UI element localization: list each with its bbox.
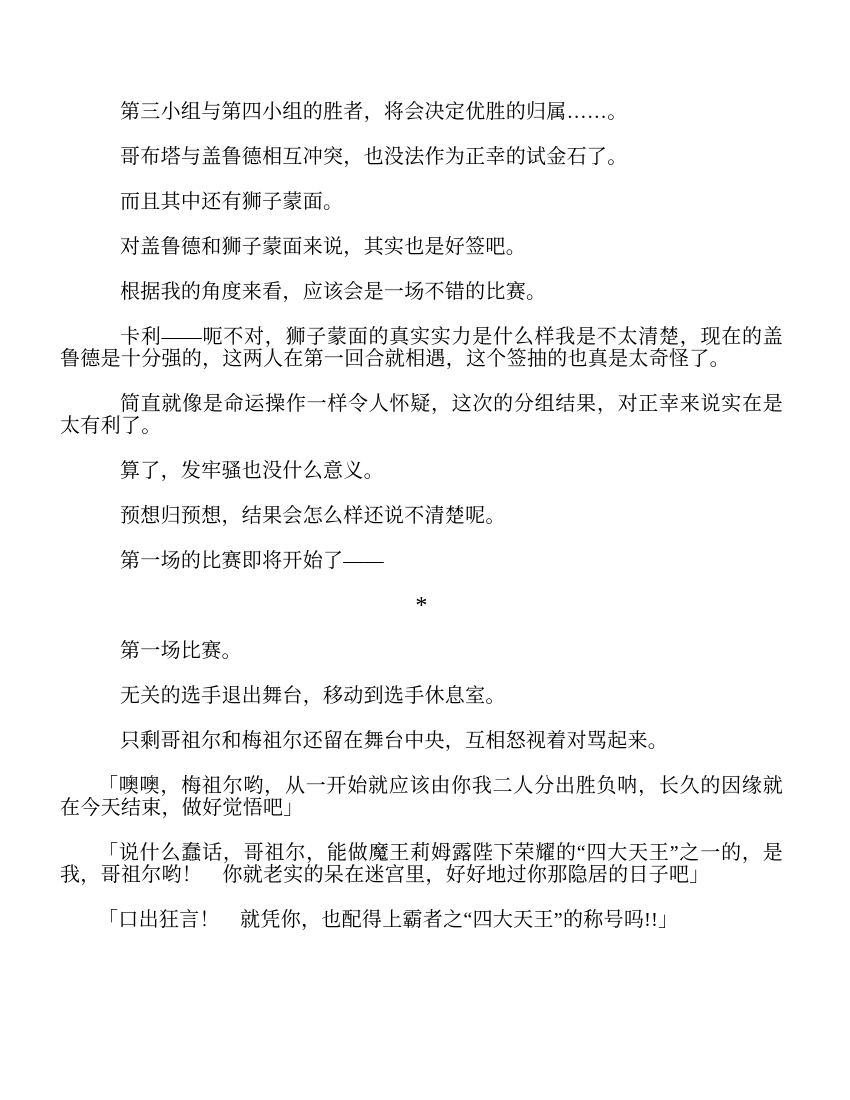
paragraph-body: 算了，发牢骚也没什么意义。 (120, 460, 384, 482)
page-text-content (60, 101, 783, 954)
paragraph-body: 第三小组与第四小组的胜者，将会决定优胜的归属……。 (120, 101, 628, 123)
paragraph-body: 第一场比赛。 (120, 640, 242, 662)
paragraph-body: 简直就像是命运操作一样令人怀疑，这次的分组结果，对正幸来说实在是太有利了。 (60, 393, 783, 437)
paragraph-body: 第一场的比赛即将开始了—— (120, 550, 384, 572)
paragraph-body: 卡利——呃不对，狮子蒙面的真实实力是什么样我是不太清楚，现在的盖鲁德是十分强的，这两人在第一回合就相遇，这个签抽的也真是太奇怪了。 (60, 326, 783, 370)
paragraph-body: 而且其中还有狮子蒙面。 (120, 191, 344, 213)
paragraph-body: 无关的选手退出舞台，移动到选手休息室。 (120, 685, 506, 707)
paragraph-body: 预想归预想，结果会怎么样还说不清楚呢。 (120, 505, 506, 527)
paragraph-body: 哥布塔与盖鲁德相互冲突，也没法作为正幸的试金石了。 (120, 146, 628, 168)
paragraph-dialogue: 「说什么蠢话，哥祖尔，能做魔王莉姆露陛下荣耀的“四大天王”之一的，是我，哥祖尔哟！ 你就老实的呆在迷宫里，好好地过你那隐居的日子吧」 (60, 842, 783, 886)
paragraph-dialogue: 「噢噢，梅祖尔哟，从一开始就应该由你我二人分出胜负呐，长久的因缘就在今天结束，做好觉悟吧」 (60, 775, 783, 819)
section-separator: * (415, 593, 428, 619)
paragraph-dialogue: 「口出狂言！ 就凭你，也配得上霸者之“四大天王”的称号吗!!」 (98, 909, 679, 931)
paragraph-body: 对盖鲁德和狮子蒙面来说，其实也是好签吧。 (120, 236, 526, 258)
paragraph-body: 只剩哥祖尔和梅祖尔还留在舞台中央，互相怒视着对骂起来。 (120, 730, 669, 752)
paragraph-body: 根据我的角度来看，应该会是一场不错的比赛。 (120, 281, 547, 303)
